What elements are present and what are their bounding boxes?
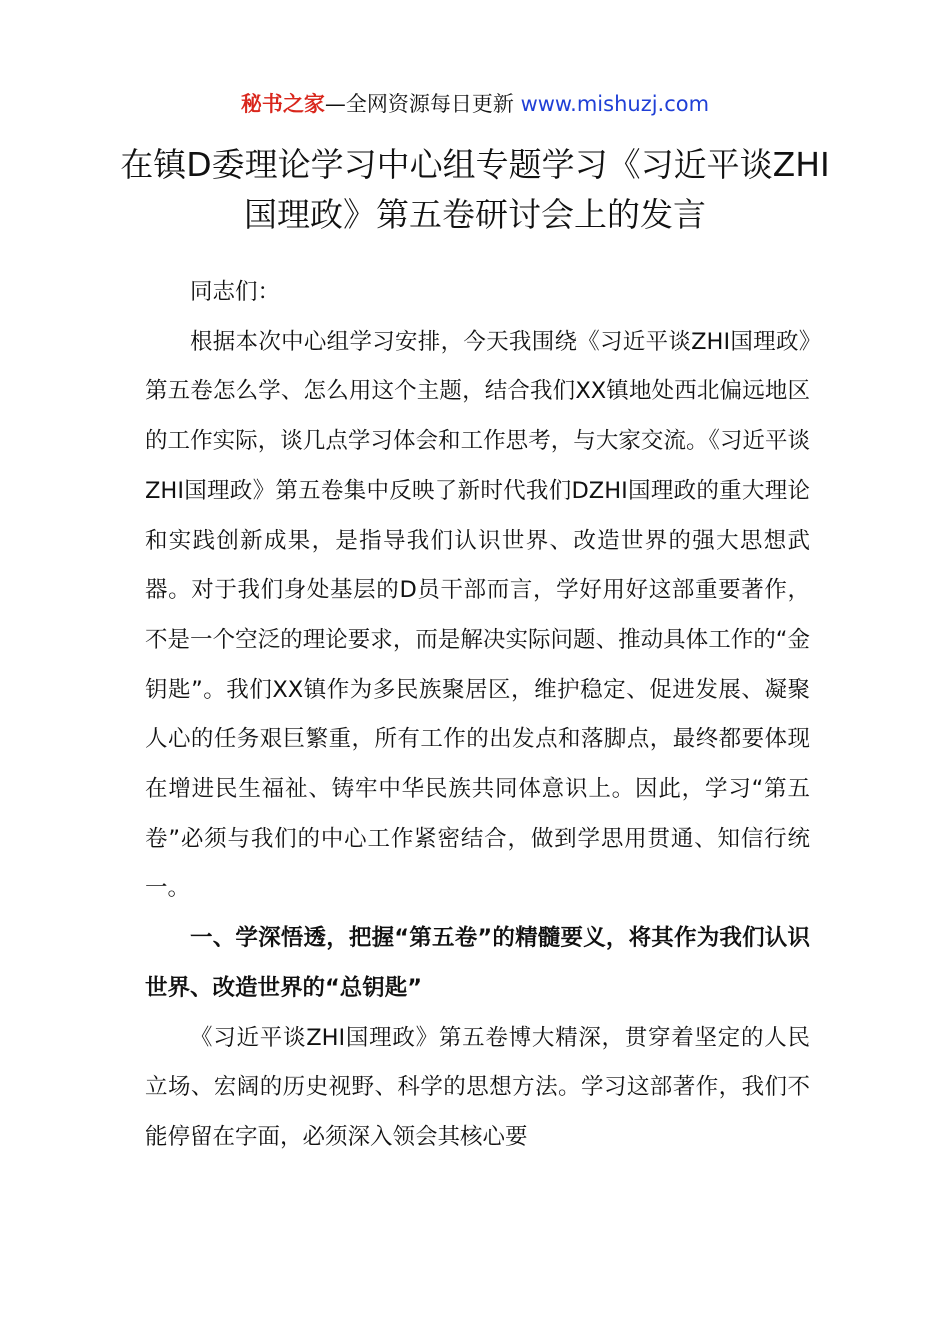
- site-header: [0, 88, 950, 120]
- section-heading-one: 一、学深悟透，把握“第五卷”的精髓要义，将其作为我们认识世界、改造世界的“总钥匙”: [145, 925, 810, 1001]
- site-brand: 秘书之家: [240, 92, 325, 116]
- salutation: 同志们：: [190, 279, 281, 305]
- body-paragraph-section-one: 《习近平谈ZHI国理政》第五卷博大精深，贯穿着坚定的人民立场、宏阔的历史视野、科学的思想方法。学习这部著作，我们不能停留在字面，必须深入领会其核心要: [145, 1024, 810, 1150]
- document-body: [145, 268, 810, 1163]
- document-title: 在镇D委理论学习中心组专题学习《习近平谈ZHI国理政》第五卷研讨会上的发言: [120, 145, 830, 234]
- site-tagline: —全网资源每日更新: [324, 92, 521, 116]
- body-paragraph-intro: 根据本次中心组学习安排，今天我围绕《习近平谈ZHI国理政》第五卷怎么学、怎么用这个主题，结合我们XX镇地处西北偏远地区的工作实际，谈几点学习体会和工作思考，与大家交流。《习近平谈ZHI国理政》第五卷集中反映了新时代我们DZHI国理政的重大理论和实践创新成果，是指导我们认识世界、改造世界的强大思想武器。对于我们身处基层的D员干部而言，学好用好这部重要著作，不是一个空泛的理论要求，而是解决实际问题、推动具体工作的“金钥匙”。我们XX镇作为多民族聚居区，维护稳定、促进发展、凝聚人心的任务艰巨繁重，所有工作的出发点和落脚点，最终都要体现在增进民生福祉、铸牢中华民族共同体意识上。因此，学习“第五卷”必须与我们的中心工作紧密结合，做到学思用贯通、知信行统一。: [145, 328, 810, 902]
- site-url-link[interactable]: www.mishuzj.com: [520, 92, 710, 116]
